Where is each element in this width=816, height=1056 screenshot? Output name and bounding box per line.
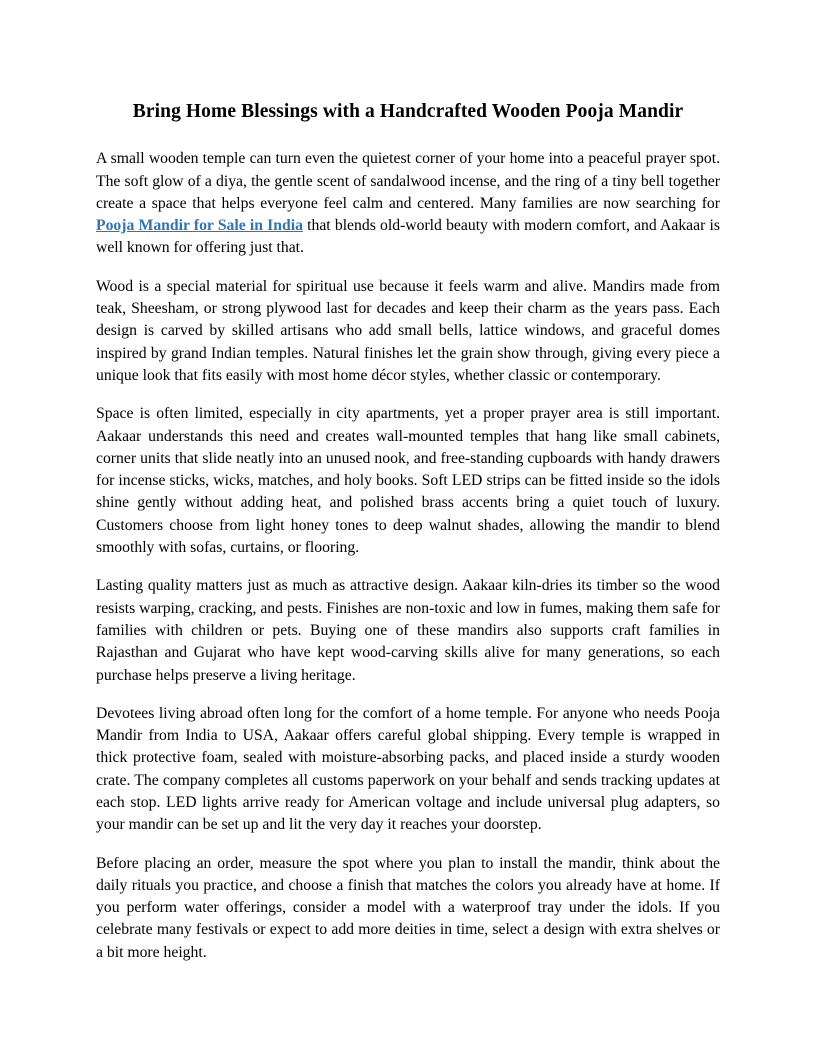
paragraph-intro-before-link: A small wooden temple can turn even the quietest corner of your home into a peaceful prayer spot. The soft glow of a diya, the gentle scent of sandalwood incense, and the ring of a tiny bell together create a space that helps everyone feel calm and centered. Many families are now searching for [96,150,720,212]
paragraph-intro [96,148,720,259]
paragraph-wood-material: Wood is a special material for spiritual use because it feels warm and alive. Mandirs made from teak, Sheesham, or strong plywood last for decades and keep their charm as the years pass. Each design is carved by skilled artisans who add small bells, lattice windows, and graceful domes inspired by grand Indian temples. Natural finishes let the grain show through, giving every piece a unique look that fits easily with most home décor styles, whether classic or contemporary. [96,277,720,384]
paragraph-intro-after-link: that blends old-world beauty with modern comfort, and Aakaar is well known for offering just that. [96,217,720,257]
paragraph-global-shipping: Devotees living abroad often long for the comfort of a home temple. For anyone who needs Pooja Mandir from India to USA, Aakaar offers careful global shipping. Every temple is wrapped in thick protective foam, sealed with moisture-absorbing packs, and placed inside a sturdy wooden crate. The company completes all customs paperwork on your behalf and sends tracking updates at each stop. LED lights arrive ready for American voltage and include universal plug adapters, so your mandir can be set up and lit the very day it reaches your doorstep. [96,704,720,834]
paragraph-ordering-tips: Before placing an order, measure the spot where you plan to install the mandir, think about the daily rituals you practice, and choose a finish that matches the colors you already have at home. If you perform water offerings, consider a model with a waterproof tray under the idols. If you celebrate many festivals or expect to add more deities in time, select a design with extra shelves or a bit more height. [96,854,720,961]
paragraph-lasting-quality: Lasting quality matters just as much as attractive design. Aakaar kiln-dries its timber so the wood resists warping, cracking, and pests. Finishes are non-toxic and low in fumes, making them safe for families with children or pets. Buying one of these mandirs also supports craft families in Rajasthan and Gujarat who have kept wood-carving skills alive for many generations, so each purchase helps preserve a living heritage. [96,577,720,684]
pooja-mandir-for-sale-link[interactable]: Pooja Mandir for Sale in India [96,217,303,235]
page-title: Bring Home Blessings with a Handcrafted Wooden Pooja Mandir [132,101,684,122]
paragraph-space-designs: Space is often limited, especially in city apartments, yet a proper prayer area is still important. Aakaar understands this need and creates wall-mounted temples that hang like small cabinets, corner units that slide neatly into an unused nook, and free-standing cupboards with handy drawers for incense sticks, wicks, matches, and holy books. Soft LED strips can be fitted inside so the idols shine gently without adding heat, and polished brass accents bring a quiet touch of luxury. Customers choose from light honey tones to deep walnut shades, allowing the mandir to blend smoothly with sofas, curtains, or flooring. [96,405,720,557]
